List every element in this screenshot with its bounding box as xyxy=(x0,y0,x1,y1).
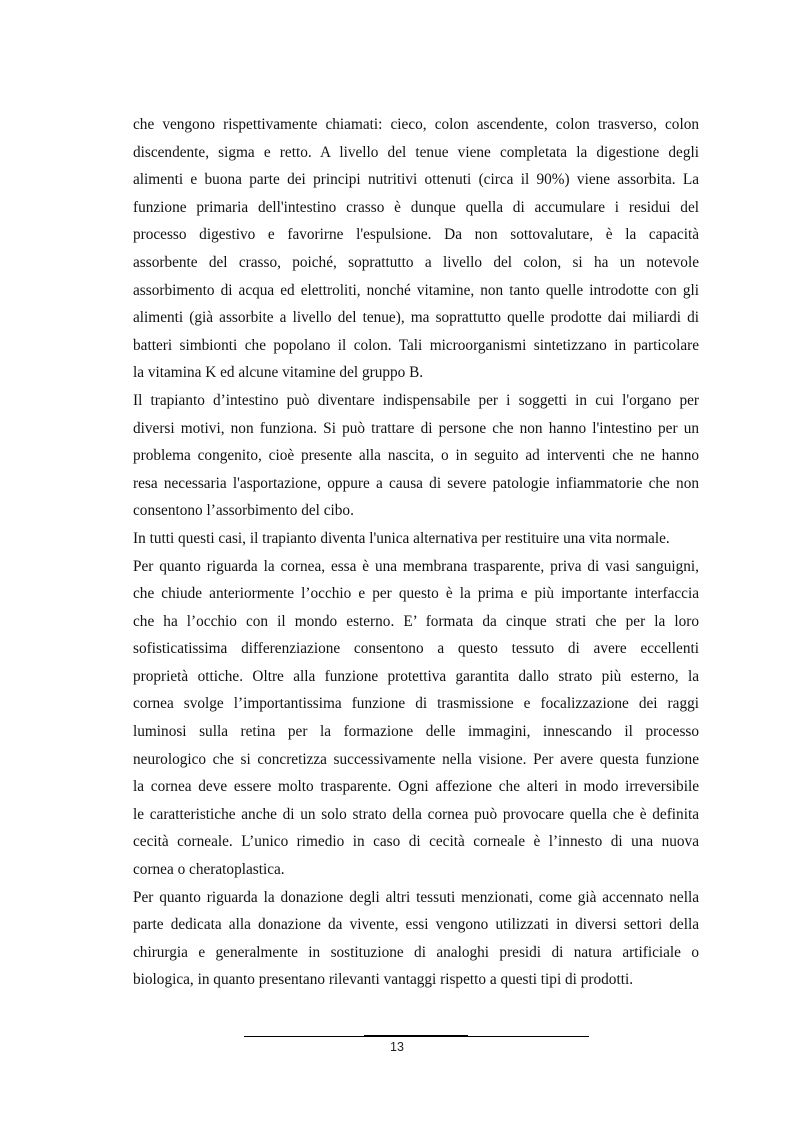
footer-rule-accent xyxy=(364,1035,468,1037)
text-line: che ha l’occhio con il mondo esterno. E’ formata da cinque strati che per la loro xyxy=(133,612,699,630)
text-line: alimenti e buona parte dei principi nutritivi ottenuti (circa il 90%) viene assorbita. La xyxy=(133,171,699,189)
text-line: luminosi sulla retina per la formazione delle immagini, innescando il processo xyxy=(133,723,699,741)
text-line: Per quanto riguarda la donazione degli altri tessuti menzionati, come già accennato nella xyxy=(133,888,699,906)
text-line: resa necessaria l'asportazione, oppure a causa di severe patologie infiammatorie che non xyxy=(133,474,699,492)
text-line: In tutti questi casi, il trapianto diventa l'unica alternativa per restituire una vita normale. xyxy=(133,529,670,547)
text-line: sofisticatissima differenziazione consentono a questo tessuto di avere eccellenti xyxy=(133,640,699,658)
text-line: discendente, sigma e retto. A livello del tenue viene completata la digestione degli xyxy=(133,143,699,161)
text-line: consentono l’assorbimento del cibo. xyxy=(133,502,354,520)
text-line: biologica, in quanto presentano rilevanti vantaggi rispetto a questi tipi di prodotti. xyxy=(133,971,634,989)
text-line: chirurgia e generalmente in sostituzione di analoghi presidi di natura artificiale o xyxy=(133,943,699,961)
text-line: problema congenito, cioè presente alla nascita, o in seguito ad interventi che ne hanno xyxy=(133,447,699,465)
text-line: assorbimento di acqua ed elettroliti, nonché vitamine, non tanto quelle introdotte con gli xyxy=(133,281,699,299)
text-line: assorbente del crasso, poiché, soprattutto a livello del colon, si ha un notevole xyxy=(133,253,699,271)
text-line: batteri simbionti che popolano il colon. Tali microorganismi sintetizzano in particolare xyxy=(133,336,699,354)
text-line: che chiude anteriormente l’occhio e per questo è la prima e più importante interfaccia xyxy=(133,585,699,603)
text-line: neurologico che si concretizza successivamente nella visione. Per avere questa funzione xyxy=(133,750,699,768)
text-line: cornea o cheratoplastica. xyxy=(133,861,285,879)
text-line: Il trapianto d’intestino può diventare indispensabile per i soggetti in cui l'organo per xyxy=(133,391,699,409)
text-line: la cornea deve essere molto trasparente. Ogni affezione che alteri in modo irreversibile xyxy=(133,778,699,796)
page-number: 13 xyxy=(390,1040,404,1054)
body-text xyxy=(133,111,699,994)
text-line: diversi motivi, non funziona. Si può trattare di persone che non hanno l'intestino per un xyxy=(133,419,699,437)
text-line: parte dedicata alla donazione da vivente, essi vengono utilizzati in diversi settori della xyxy=(133,916,699,934)
text-line: alimenti (già assorbite a livello del tenue), ma soprattutto quelle prodotte dai miliardi di xyxy=(133,309,699,327)
text-line: funzione primaria dell'intestino crasso è dunque quella di accumulare i residui del xyxy=(133,198,699,216)
text-line: processo digestivo e favorirne l'espulsione. Da non sottovalutare, è la capacità xyxy=(133,226,699,244)
text-line: che vengono rispettivamente chiamati: cieco, colon ascendente, colon trasverso, colon xyxy=(133,116,699,133)
text-line: le caratteristiche anche di un solo strato della cornea può provocare quella che è definita xyxy=(133,805,699,823)
text-line: cornea svolge l’importantissima funzione di trasmissione e focalizzazione dei raggi xyxy=(133,695,699,713)
text-line: cecità corneale. L’unico rimedio in caso di cecità corneale è l’innesto di una nuova xyxy=(133,833,699,851)
text-line: proprietà ottiche. Oltre alla funzione protettiva garantita dallo strato più esterno, la xyxy=(133,667,699,685)
text-line: Per quanto riguarda la cornea, essa è una membrana trasparente, priva di vasi sanguigni, xyxy=(133,557,699,575)
text-line: la vitamina K ed alcune vitamine del gruppo B. xyxy=(133,364,424,382)
